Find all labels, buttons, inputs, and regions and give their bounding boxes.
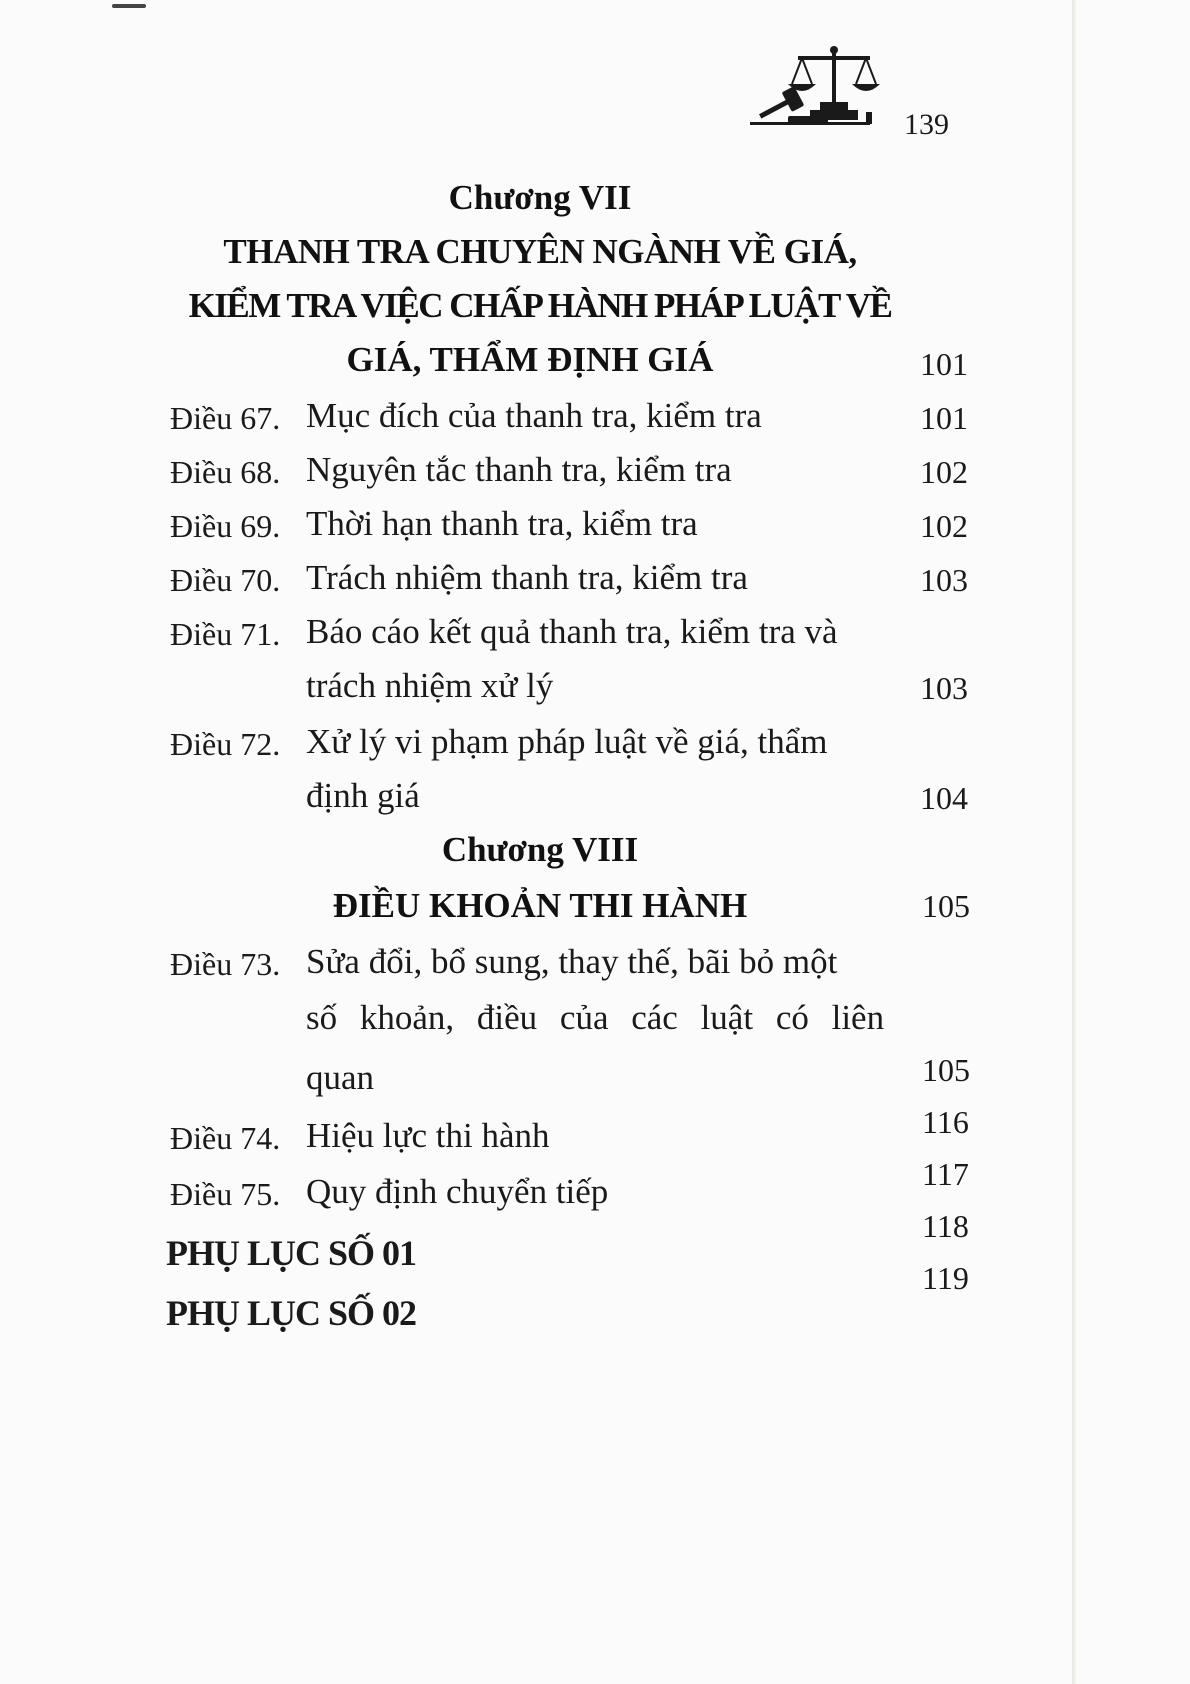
article-title: số khoản, điều của các luật có liên — [306, 998, 885, 1037]
toc-page-number: 103 — [920, 562, 968, 598]
article-label: Điều 67. — [170, 400, 281, 436]
article-label: Điều 69. — [170, 508, 281, 544]
article-title: Trách nhiệm thanh tra, kiểm tra — [306, 558, 748, 597]
chapter-title-line: THANH TRA CHUYÊN NGÀNH VỀ GIÁ, — [223, 232, 857, 271]
scales-of-justice-gavel-icon — [748, 44, 884, 140]
chapter-heading: Chương VIII — [441, 830, 639, 869]
article-label: Điều 75. — [170, 1176, 281, 1212]
article-title: Sửa đổi, bổ sung, thay thế, bãi bỏ một — [306, 942, 838, 981]
article-title: trách nhiệm xử lý — [306, 666, 554, 705]
article-title: Mục đích của thanh tra, kiểm tra — [306, 396, 762, 435]
chapter-title-line: GIÁ, THẨM ĐỊNH GIÁ — [346, 340, 714, 379]
article-title: Quy định chuyển tiếp — [306, 1172, 609, 1211]
toc-page-number: 105 — [922, 888, 970, 924]
toc-page-number: 102 — [920, 454, 968, 490]
toc-page-number: 116 — [922, 1104, 969, 1140]
toc-page-number: 101 — [920, 400, 968, 436]
article-title: Xử lý vi phạm pháp luật về giá, thẩm — [306, 722, 828, 761]
article-title: Báo cáo kết quả thanh tra, kiểm tra và — [306, 612, 838, 651]
toc-page-number: 105 — [922, 1052, 970, 1088]
appendix-title: PHỤ LỤC SỐ 02 — [166, 1293, 417, 1333]
article-title: quan — [306, 1058, 375, 1097]
chapter-heading: Chương VII — [448, 178, 632, 217]
toc-page-number: 117 — [922, 1156, 969, 1192]
toc-page-number: 101 — [920, 346, 968, 382]
article-title: Nguyên tắc thanh tra, kiểm tra — [306, 450, 732, 489]
appendix-title: PHỤ LỤC SỐ 01 — [166, 1233, 417, 1273]
page-edge — [1072, 0, 1076, 1684]
toc-page-number: 104 — [920, 780, 968, 816]
toc-page-number: 103 — [920, 670, 968, 706]
article-label: Điều 71. — [170, 616, 281, 652]
article-title: Thời hạn thanh tra, kiểm tra — [306, 504, 698, 543]
chapter-title-line: KIỂM TRA VIỆC CHẤP HÀNH PHÁP LUẬT VỀ — [188, 286, 892, 325]
article-label: Điều 73. — [170, 946, 281, 982]
toc-page-number: 102 — [920, 508, 968, 544]
article-label: Điều 68. — [170, 454, 281, 490]
article-title: định giá — [306, 776, 420, 815]
toc-page-number: 119 — [922, 1260, 969, 1296]
chapter-title-line: ĐIỀU KHOẢN THI HÀNH — [332, 886, 748, 925]
article-title: Hiệu lực thi hành — [306, 1116, 550, 1155]
scan-mark — [112, 4, 146, 8]
page-number: 139 — [904, 108, 949, 141]
article-label: Điều 74. — [170, 1120, 281, 1156]
toc-page-number: 118 — [922, 1208, 969, 1244]
article-label: Điều 72. — [170, 726, 281, 762]
article-label: Điều 70. — [170, 562, 281, 598]
